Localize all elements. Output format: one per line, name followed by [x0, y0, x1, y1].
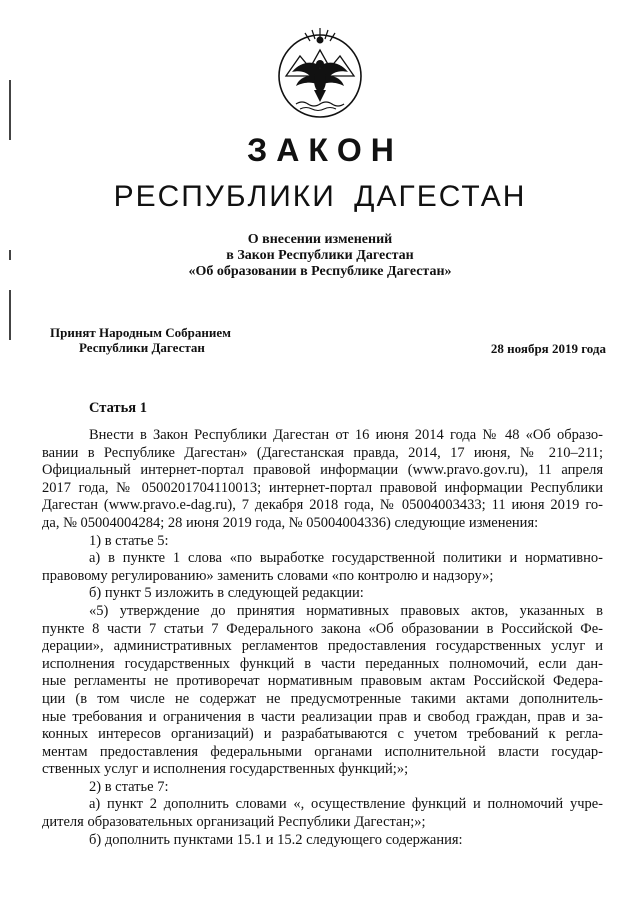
body-line: да, № 05004004284; 28 июня 2019 года, № 05004004336) следующие изменения:: [42, 514, 539, 531]
body-line: исполнения государственных функций в части переданных полномочий, если дан-: [42, 655, 603, 672]
document-title-republic: РЕСПУБЛИКИ ДАГЕСТАН: [113, 180, 527, 213]
body-line: конных интересов организаций) и разрабатываются с учетом требований к регла-: [42, 726, 603, 743]
adoption-date: 28 ноября 2019 года: [490, 341, 606, 356]
body-line: б) пункт 5 изложить в следующей редакции:: [89, 585, 364, 602]
document-subtitle: [0, 232, 640, 280]
body-line: ментам предоставления федеральными органами исполнительной власти государ-: [42, 743, 603, 760]
body-line: ственных услуг и исполнения государственных функций;»;: [42, 761, 409, 778]
scan-edge-mark: [9, 290, 11, 340]
body-line: 1) в статье 5:: [89, 532, 169, 549]
body-line: пункте 8 части 7 статьи 7 Федерального закона «Об образовании в Российской Фе-: [42, 620, 603, 637]
adoption-line: Принят Народным Собранием: [50, 325, 232, 340]
subtitle-line: «Об образовании в Республике Дагестан»: [188, 264, 452, 279]
body-line: Внести в Закон Республики Дагестан от 16 июня 2014 года № 48 «Об образо-: [89, 427, 603, 443]
subtitle-line: О внесении изменений: [247, 232, 393, 247]
body-line: правовому регулированию» заменить словами «по контролю и надзору»;: [42, 567, 494, 584]
body-line: дителя образовательных организаций Республики Дагестан;»;: [42, 814, 426, 831]
coat-of-arms-emblem: [272, 26, 368, 122]
body-line: дерации», административных регламентов предоставления государственных услуг и: [42, 638, 603, 655]
subtitle-line: в Закон Республики Дагестан: [226, 248, 414, 263]
body-line: ные требования и ограничения в части реализации прав и свобод граждан, прав и за-: [42, 708, 603, 725]
body-line: ные регламенты не противоречат нормативным правовым актам Российской Федера-: [42, 673, 603, 690]
body-line: «5) утверждение до принятия нормативных правовых актов, указанных в: [89, 602, 603, 619]
body-line: Дагестан (www.pravo.e-dag.ru), 7 декабря 2018 года, № 05004003433; 11 июня 2019 го-: [42, 497, 603, 514]
body-line: а) в пункте 1 слова «по выработке государственной политики и нормативно-: [89, 550, 603, 567]
article-body: [42, 427, 603, 849]
body-line: вании в Республике Дагестан» (Дагестанская правда, 2014, 17 июня, № 210–211;: [42, 444, 603, 461]
adoption-line: Республики Дагестан: [79, 340, 205, 355]
body-line: 2017 года, № 0500201704110013; интернет-портал правовой информации Республики: [42, 479, 603, 496]
body-line: а) пункт 2 дополнить словами «, осуществление функций и полномочий учре-: [89, 796, 603, 813]
body-line: б) дополнить пунктами 15.1 и 15.2 следующего содержания:: [89, 831, 463, 848]
body-line: ции (в том числе не содержат не предусмотренные такими актами дополнитель-: [42, 690, 603, 707]
document-title: ЗАКОН: [247, 132, 403, 168]
scan-edge-mark: [9, 80, 11, 140]
body-line: 2) в статье 7:: [89, 778, 169, 795]
adoption-statement: [50, 325, 231, 355]
body-line: Официальный интернет-портал правовой информации (www.pravo.gov.ru), 11 апреля: [42, 462, 603, 479]
article-heading: Статья 1: [89, 400, 147, 416]
